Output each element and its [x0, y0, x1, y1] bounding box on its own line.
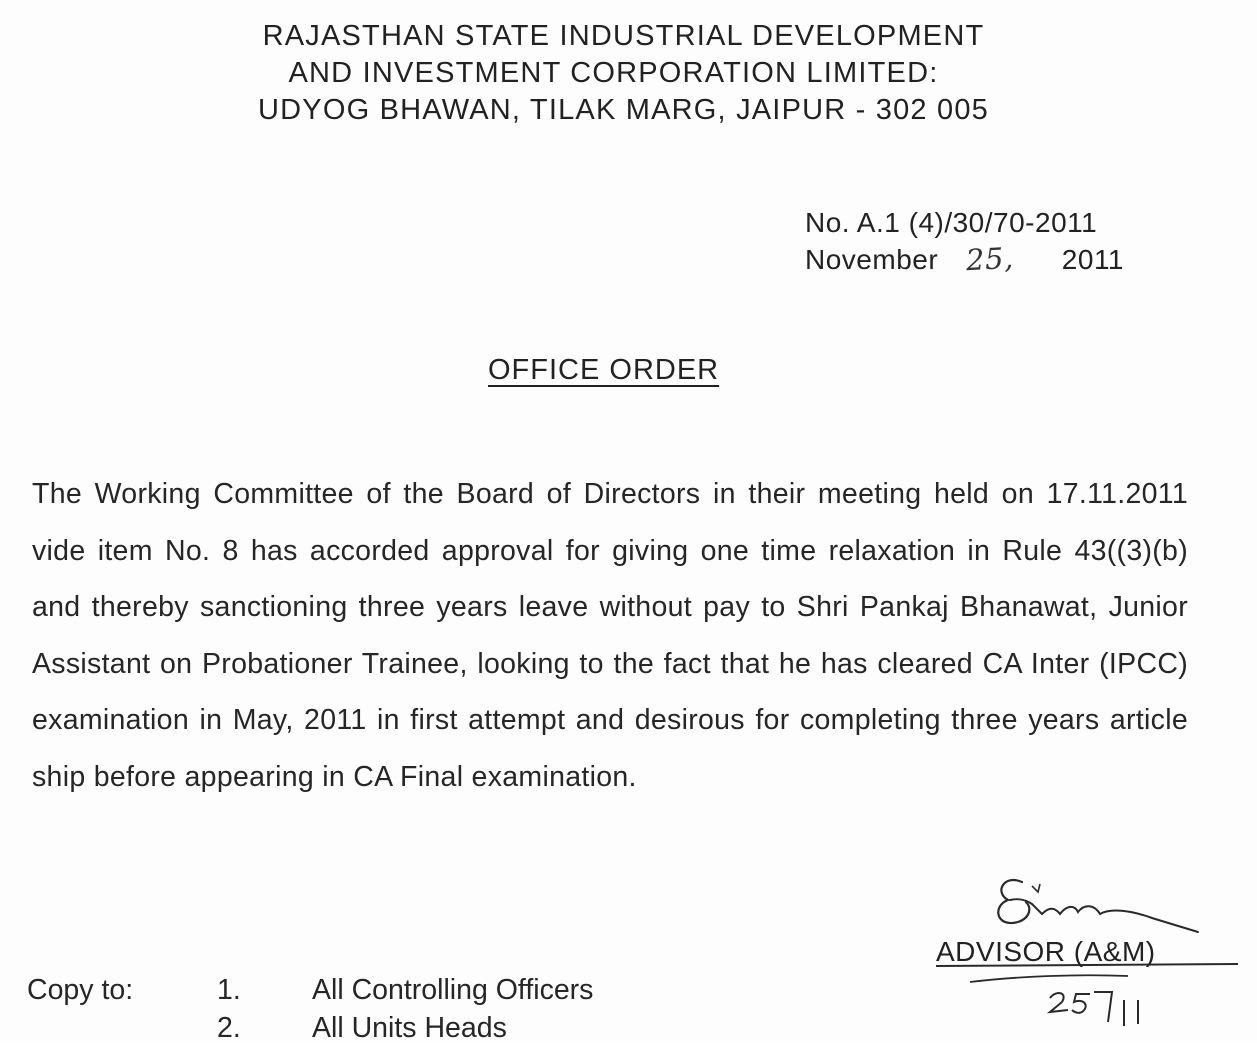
date-month: November — [805, 244, 939, 275]
date-day-handwritten: 25, — [965, 240, 1015, 278]
copy-to-item-text: All Controlling Officers — [312, 974, 594, 1006]
date-year: 2011 — [1061, 244, 1125, 275]
letterhead-line-3: UDYOG BHAWAN, TILAK MARG, JAIPUR - 302 005 — [257, 94, 989, 126]
document-title: OFFICE ORDER — [488, 354, 720, 386]
signature-block — [930, 870, 1250, 1040]
letterhead-line-1: RAJASTHAN STATE INDUSTRIAL DEVELOPMENT — [262, 20, 985, 52]
letterhead-line-2: AND INVESTMENT CORPORATION LIMITED: — [288, 57, 939, 89]
signatory-designation: ADVISOR (A&M) — [936, 936, 1156, 967]
reference-block — [805, 204, 1124, 278]
reference-number: No. A.1 (4)/30/70-2011 — [805, 207, 1098, 238]
copy-to-label: Copy to: — [27, 974, 134, 1006]
copy-to-item-text: All Units Heads — [312, 1012, 507, 1044]
copy-to-item-number: 2. — [217, 1012, 241, 1044]
order-date — [805, 241, 1124, 278]
letterhead — [0, 18, 1257, 129]
order-body-text: The Working Committee of the Board of Directors in their meeting held on 17.11.2011 vide item No. 8 has accorded approval for giving one time relaxation in Rule 43((3)(b) and thereby sanctioning three years leave without pay to Shri Pankaj Bhanawat, Junior Assistant on Probationer Trainee, looking to the fact that he has cleared CA Inter (IPCC) examination in May, 2011 in first attempt and desirous for completing three years article ship before appearing in CA Final examination. — [32, 478, 1188, 793]
copy-to-item-number: 1. — [217, 974, 241, 1006]
